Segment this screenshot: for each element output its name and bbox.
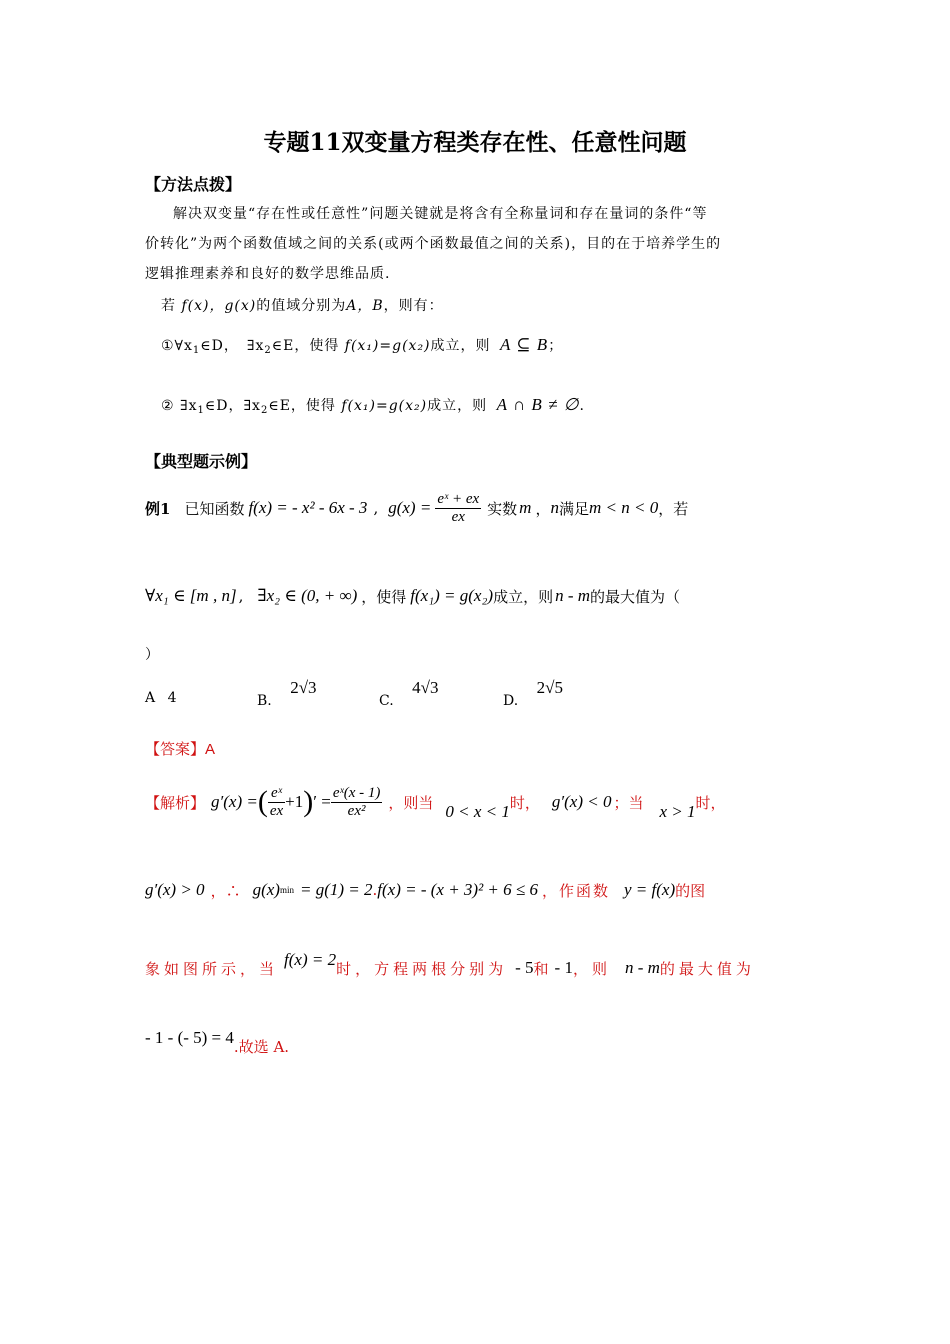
analysis-l4-t1: .故选 A. [233, 1037, 290, 1056]
method-intro [161, 291, 444, 321]
intro-post: ，则有： [383, 298, 444, 314]
analysis-l3-c1: f(x) = 2 [284, 950, 337, 969]
analysis-l3-t3: 和 [533, 959, 549, 978]
method-para-line3: 逻辑推理素养和良好的数学思维品质. [145, 266, 391, 282]
example-text4: ，若 [658, 499, 689, 518]
intro-ab: A，B [346, 298, 384, 314]
rule2-text-b: ∈E，使得 [268, 398, 336, 414]
gx-denominator: ex [451, 508, 465, 525]
method-para-line1: 解决双变量“存在性或任意性”问题关键就是将含有全称量词和存在量词的条件“等 [173, 206, 708, 222]
option-b [257, 678, 317, 709]
intro-fx: f(x)，g(x) [181, 298, 257, 314]
analysis-l3-t2: 时，方程两根分别为 [336, 959, 508, 978]
analysis-line1: 【解析】 g′(x) = ( $\frac{\text{eˣ}}{ex}$ +1 ) ′ = $\frac{\text{eˣ(x - 1)}}{\text{ex²}}$ ，则当 0 < x < 1 时， g′(x) < 0 ；当 x > 1 时， [145, 784, 726, 821]
example-line2-e: n - m [555, 586, 591, 605]
analysis-l1-t4: 时， [695, 793, 726, 812]
rule2-tail: 成立，则 [427, 398, 488, 414]
option-d-label: D. [503, 693, 519, 709]
option-c-label: C. [379, 693, 394, 709]
option-a-label: A [145, 690, 156, 706]
analysis-label: 【解析】 [145, 793, 206, 812]
analysis-l3-c4: n - m [624, 958, 660, 977]
frac1-den: ex [269, 802, 284, 819]
analysis-line2 [145, 870, 705, 910]
example-forall: ∀x₁ ∈ [m , n] [145, 586, 237, 605]
frac1-num: eˣ [268, 785, 285, 803]
example-line2-eq: f(x₁) = g(x₂) [410, 586, 494, 605]
analysis-l3-t4: ，则 [572, 959, 611, 978]
option-c [379, 678, 439, 709]
rule-1: $①\forall x_1\in D$， $\exists x_2\in E$，使得 f(x₁)=g(x₂)成立，则 A ⊆ B； [161, 335, 564, 356]
rule1-end: ； [548, 338, 564, 354]
analysis-l2-t2: . [372, 881, 378, 899]
analysis-prime: ′ = [313, 792, 331, 811]
example-text2: 实数 [487, 499, 518, 518]
example-text1: 已知函数 [184, 499, 245, 518]
rule2-end: . [579, 398, 585, 414]
analysis-l1-c1: 0 < x < 1 [445, 802, 510, 821]
option-d [503, 678, 563, 709]
option-a-value: 4 [167, 690, 177, 706]
option-d-value: 2√5 [536, 678, 563, 697]
analysis-l3-t5: 的最大值为 [659, 959, 755, 978]
answer [145, 738, 215, 759]
analysis-l1-t1: ，则当 [388, 793, 434, 812]
answer-label: 【答案】 [145, 740, 206, 758]
example-line1: 例1 已知函数 f(x) = - x² - 6x - 3 , g(x) = $\frac{\text{eˣ + ex}}{ex}$ 实数 m ， n 满足 m < n < 0 ，若 [145, 490, 689, 525]
rule2-text-a: ∈D，∃x [204, 398, 261, 414]
example-line3: ） [145, 647, 159, 663]
gx-numerator: eˣ + ex [437, 490, 480, 507]
analysis-gprime: g′(x) = [211, 792, 258, 811]
example-gx-lhs: g(x) = [388, 498, 432, 517]
analysis-plus: +1 [285, 792, 304, 811]
analysis-l3-c2: - 5 [515, 958, 534, 977]
rule-2: ② $\exists x_1\in D$，$\exists x_2\in E$，使得 f(x₁)=g(x₂)成立，则 A ∩ B ≠ ∅. [161, 395, 585, 416]
analysis-l2-c2: g(x) [252, 880, 280, 899]
option-a [145, 690, 177, 706]
option-b-label: B. [257, 693, 272, 709]
analysis-l1-c2: g′(x) < 0 [551, 792, 612, 811]
analysis-l1-c3: x > 1 [659, 802, 696, 821]
analysis-frac1 [268, 785, 285, 820]
example-exists: ∃x₂ ∈ (0, + ∞) [257, 586, 358, 605]
example-line2-c: ，使得 [361, 587, 407, 606]
analysis-l2-t4: 的图 [675, 881, 706, 900]
analysis-l2-c1: g′(x) > 0 [145, 880, 205, 899]
analysis-line4 [145, 1018, 289, 1058]
example-text3: 满足 [558, 499, 589, 518]
option-b-value: 2√3 [290, 678, 317, 697]
page-title: 专题11双变量方程类存在性、任意性问题 [263, 129, 687, 156]
analysis-l2-t1: ，∴ [210, 881, 241, 900]
answer-value: A [205, 741, 216, 758]
analysis-frac2 [331, 785, 383, 820]
example-fx: f(x) = - x² - 6x - 3 [248, 498, 368, 517]
example-gx-frac [435, 491, 481, 526]
options [145, 678, 805, 714]
analysis-line3 [145, 948, 755, 988]
analysis-l2-c3: = g(1) = 2 [299, 880, 373, 899]
method-heading: 【方法点拨】 [145, 175, 242, 194]
rule1-text-a: ∈D， ∃x [200, 338, 265, 354]
analysis-l1-t2: 时， [509, 793, 540, 812]
rule1-label: ①∀x [161, 338, 193, 354]
example-line2: ∀x₁ ∈ [m , n] , ∃x₂ ∈ (0, + ∞) ，使得 f(x₁) = g(x₂) 成立，则 n - m 的最大值为（ [145, 586, 681, 606]
example-n: n [550, 498, 559, 517]
analysis-l2-c5: y = f(x) [624, 880, 676, 899]
rule1-tail: 成立，则 [430, 338, 491, 354]
intro-pre: 若 [161, 298, 176, 314]
rule2-result: A ∩ B ≠ ∅ [496, 395, 580, 414]
analysis-l3-c3: - 1 [554, 958, 573, 977]
example-label: 例1 [145, 499, 171, 518]
rule1-eq: f(x₁)=g(x₂) [344, 338, 431, 354]
intro-mid: 的值域分别为 [256, 298, 347, 314]
example-heading: 【典型题示例】 [145, 452, 258, 471]
analysis-l1-t3: ；当 [613, 793, 644, 812]
rule2-label: ② ∃x [161, 398, 198, 414]
example-line2-f: 的最大值为（ [590, 587, 681, 606]
example-cond: m < n < 0 [588, 498, 659, 517]
example-m: m [519, 498, 532, 517]
option-c-value: 4√3 [412, 678, 439, 697]
frac2-num: eˣ(x - 1) [332, 784, 381, 801]
rule2-eq: f(x₁)=g(x₂) [341, 398, 428, 414]
analysis-l2-min: min [279, 885, 294, 895]
analysis-l4-c1: - 1 - (- 5) = 4 [145, 1028, 234, 1047]
analysis-l2-c4: f(x) = - (x + 3)² + 6 ≤ 6 [377, 880, 538, 899]
rule1-text-b: ∈E，使得 [271, 338, 340, 354]
analysis-l2-t3: ，作函数 [541, 881, 610, 900]
frac2-den: ex² [347, 802, 366, 819]
method-para-line2: 价转化”为两个函数值域之间的关系(或两个函数最值之间的关系)，目的在于培养学生的 [145, 236, 722, 252]
example-line2-d: 成立，则 [493, 587, 554, 606]
analysis-l3-t1: 象如图所示，当 [145, 959, 279, 978]
rule1-result: A ⊆ B [499, 335, 549, 354]
